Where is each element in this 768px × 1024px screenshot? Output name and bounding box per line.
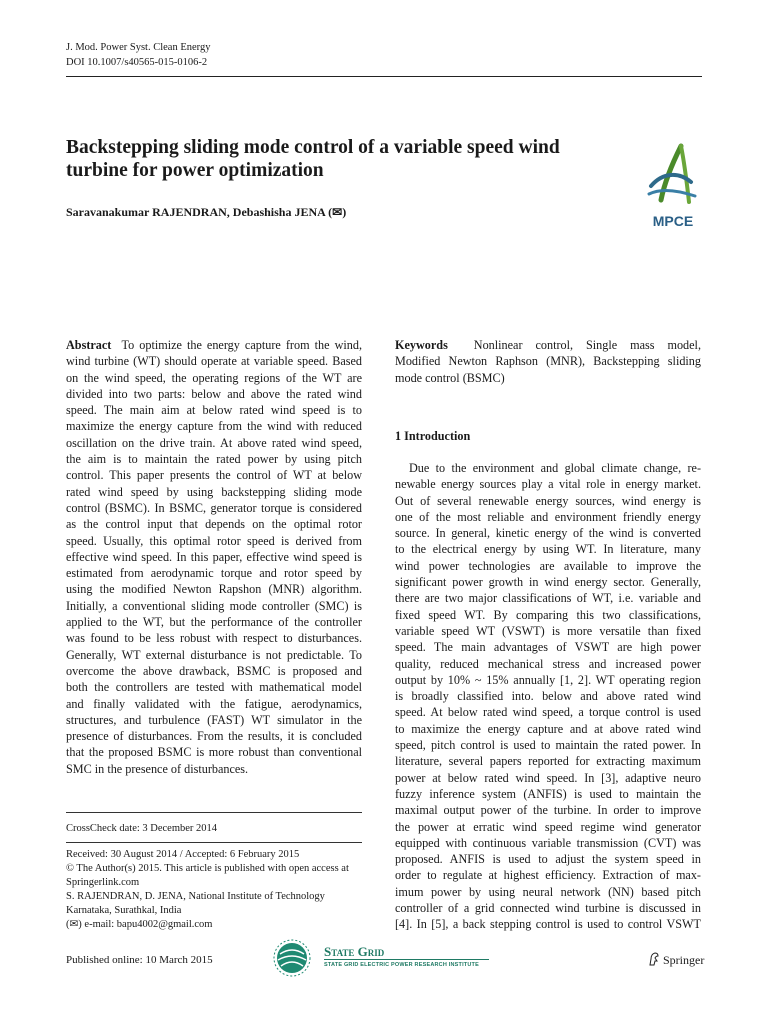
received-accepted: Received: 30 August 2014 / Accepted: 6 February 2015	[66, 849, 300, 860]
state-grid-rule	[324, 959, 489, 960]
springer-text: Springer	[663, 953, 705, 967]
abstract-line: control (BSMC). In BSMC, generator torque is considered	[66, 500, 362, 515]
footnote-rule	[66, 842, 362, 843]
abstract-line: the aim is to maintain the rated power by using pitch	[66, 452, 362, 467]
intro-line: controller of a grid connected wind turbine is discussed in	[395, 901, 701, 916]
mpce-logo-text: MPCE	[652, 213, 694, 229]
abstract-line: presence of disturbances. From the results, it is concluded	[66, 729, 362, 744]
abstract-line: speed. The main aim at below rated wind speed is to	[66, 403, 362, 418]
intro-line: literature, several papers reported for extracting maximum	[395, 754, 701, 769]
paper-title-line-2: turbine for power optimization	[66, 160, 324, 181]
abstract-line: Generally, WT external disturbance is not predictable. To	[66, 647, 362, 662]
keywords-line: Nonlinear control, Single mass model,	[473, 338, 701, 352]
email: (✉) e-mail: bapu4002@gmail.com	[66, 919, 213, 930]
intro-line: newable energy sources play a vital role in energy market.	[395, 477, 701, 492]
abstract-line: wind turbine (WT) should operate at variable speed. Based	[66, 354, 362, 369]
springer-horse-icon	[648, 952, 660, 966]
section-heading-introduction: 1 Introduction	[395, 429, 471, 443]
intro-line: maximal output power of the turbine. In order to improve	[395, 803, 701, 818]
intro-line: wind power technologies are available to improve the	[395, 558, 701, 573]
intro-line: fuzzy inference system (ANFIS) is used to maintain the	[395, 786, 701, 801]
intro-line: there are two major classifications of WT, i.e. variable and	[395, 591, 701, 606]
abstract-line: as the control input that depends on the optimal rotor	[66, 517, 362, 532]
intro-line: to maximize the energy capture and at above rated wind	[395, 721, 701, 736]
abstract-line: SMC in the presence of disturbances.	[66, 761, 249, 776]
abstract-line: applied to the WT, but the performance of the controller	[66, 615, 362, 630]
crosscheck-date: CrossCheck date: 3 December 2014	[66, 823, 218, 834]
keywords-label: Keywords	[395, 338, 448, 352]
abstract-line: estimated from aerodynamic torque and rotor speed by	[66, 566, 362, 581]
abstract-line: structures, and turbulence (FAST) WT simulator in the	[66, 712, 362, 727]
intro-line: quality, reduced mechanical stress and increased power	[395, 656, 701, 671]
header-rule	[66, 76, 702, 77]
abstract-line: using the modified Newton Rapshon (MNR) algorithm.	[66, 582, 362, 597]
springer-logo	[648, 952, 704, 968]
intro-line: Out of several renewable energy sources, wind energy is	[395, 493, 701, 508]
globe-icon	[272, 938, 312, 978]
intro-line: Due to the environment and global climate change, re-	[409, 461, 701, 475]
abstract-line: rated wind speed by using backstepping sliding mode	[66, 484, 362, 499]
abstract-line: and finally validated with the fatigue, aerodynamics,	[66, 696, 362, 711]
abstract-line: effective wind speed. In this paper, effective wind speed is	[66, 549, 362, 564]
intro-line: to the electrical energy by using WT. In literature, many	[395, 542, 701, 557]
intro-line: imum power by using neural network (NN) based pitch	[395, 884, 701, 899]
intro-line: source. In general, kinetic energy of the wind is converted	[395, 526, 701, 541]
mpce-logo	[643, 142, 703, 234]
introduction-body	[395, 460, 701, 933]
paper-title-line-1: Backstepping sliding mode control of a variable speed wind	[66, 137, 560, 158]
abstract	[66, 337, 362, 777]
keywords-line: Modified Newton Raphson (MNR), Backstepping sliding	[395, 354, 701, 369]
intro-line: one of the most reliable and environment friendly energy	[395, 509, 701, 524]
abstract-line: divided into two parts: below and above the rated wind	[66, 386, 362, 401]
keywords	[395, 337, 701, 386]
keywords-line: mode control (BSMC)	[395, 370, 505, 385]
intro-line: output by 10% ~ 15% annually [1, 2]. WT operating region	[395, 672, 701, 687]
state-grid-logo	[272, 938, 502, 978]
intro-line: significant power growth in wind energy sector. Generally,	[395, 575, 701, 590]
abstract-line: overcome the above drawback, BSMC is proposed and	[66, 663, 362, 678]
abstract-line: both the controllers are tested with mathematical model	[66, 680, 362, 695]
abstract-label: Abstract	[66, 338, 112, 352]
intro-line: proposed. ANFIS is used to adjust the system speed in	[395, 852, 701, 867]
intro-line: equipped with continuous variable transmission (CVT) was	[395, 835, 701, 850]
abstract-line: was found to be less robust with respect to disturbances.	[66, 631, 362, 646]
intro-line: speed. The main advantages of VSWT are high power	[395, 640, 701, 655]
intro-line: speed, pitch control is used to maintain the rated power. In	[395, 738, 701, 753]
state-grid-name: State Grid	[324, 944, 385, 959]
published-online: Published online: 10 March 2015	[66, 954, 213, 966]
abstract-line: speed. Usually, this optimal rotor speed is derived from	[66, 533, 362, 548]
abstract-line: maximize the energy capture from the wind with reduced	[66, 419, 362, 434]
intro-line: variable speed WT (VSWT) is more versatile than fixed	[395, 623, 701, 638]
intro-line: speed. At below rated wind speed, a torque control is used	[395, 705, 701, 720]
abstract-line: that the proposed BSMC is more robust than conventional	[66, 745, 362, 760]
crosscheck-rule	[66, 812, 362, 813]
intro-line: fixed speed WT. By comparing this two classifications,	[395, 607, 701, 622]
abstract-line: To optimize the energy capture from the wind,	[121, 338, 362, 352]
state-grid-subtitle: STATE GRID ELECTRIC POWER RESEARCH INSTITUTE	[324, 962, 479, 968]
intro-line: order to regulate at highest efficiency. Extraction of max-	[395, 868, 701, 883]
abstract-line: oscillation on the drive train. At above rated wind speed,	[66, 435, 362, 450]
abstract-line: control. This paper presents the control of WT at below	[66, 468, 362, 483]
intro-line: [4]. In [5], a back stepping control is used to control VSWT	[395, 917, 701, 932]
abstract-line: Initially, a conventional sliding mode controller (SMC) is	[66, 598, 362, 613]
journal-name: J. Mod. Power Syst. Clean Energy	[66, 42, 211, 53]
affiliation: S. RAJENDRAN, D. JENA, National Institute of Technology	[66, 891, 325, 902]
doi: DOI 10.1007/s40565-015-0106-2	[66, 57, 208, 68]
affiliation-location: Karnataka, Surathkal, India	[66, 905, 182, 916]
abstract-line: on the wind speed, the operating regions of the WT are	[66, 370, 362, 385]
intro-line: the power at erratic wind speed regime wind generator	[395, 819, 701, 834]
authors: Saravanakumar RAJENDRAN, Debashisha JENA (✉)	[66, 205, 347, 219]
copyright-cont: Springerlink.com	[66, 877, 140, 888]
intro-line: is broadly classified into. below and above rated wind	[395, 689, 701, 704]
intro-line: power at below rated wind speed. In [3], adaptive neuro	[395, 770, 701, 785]
copyright: © The Author(s) 2015. This article is published with open access at	[66, 863, 349, 874]
